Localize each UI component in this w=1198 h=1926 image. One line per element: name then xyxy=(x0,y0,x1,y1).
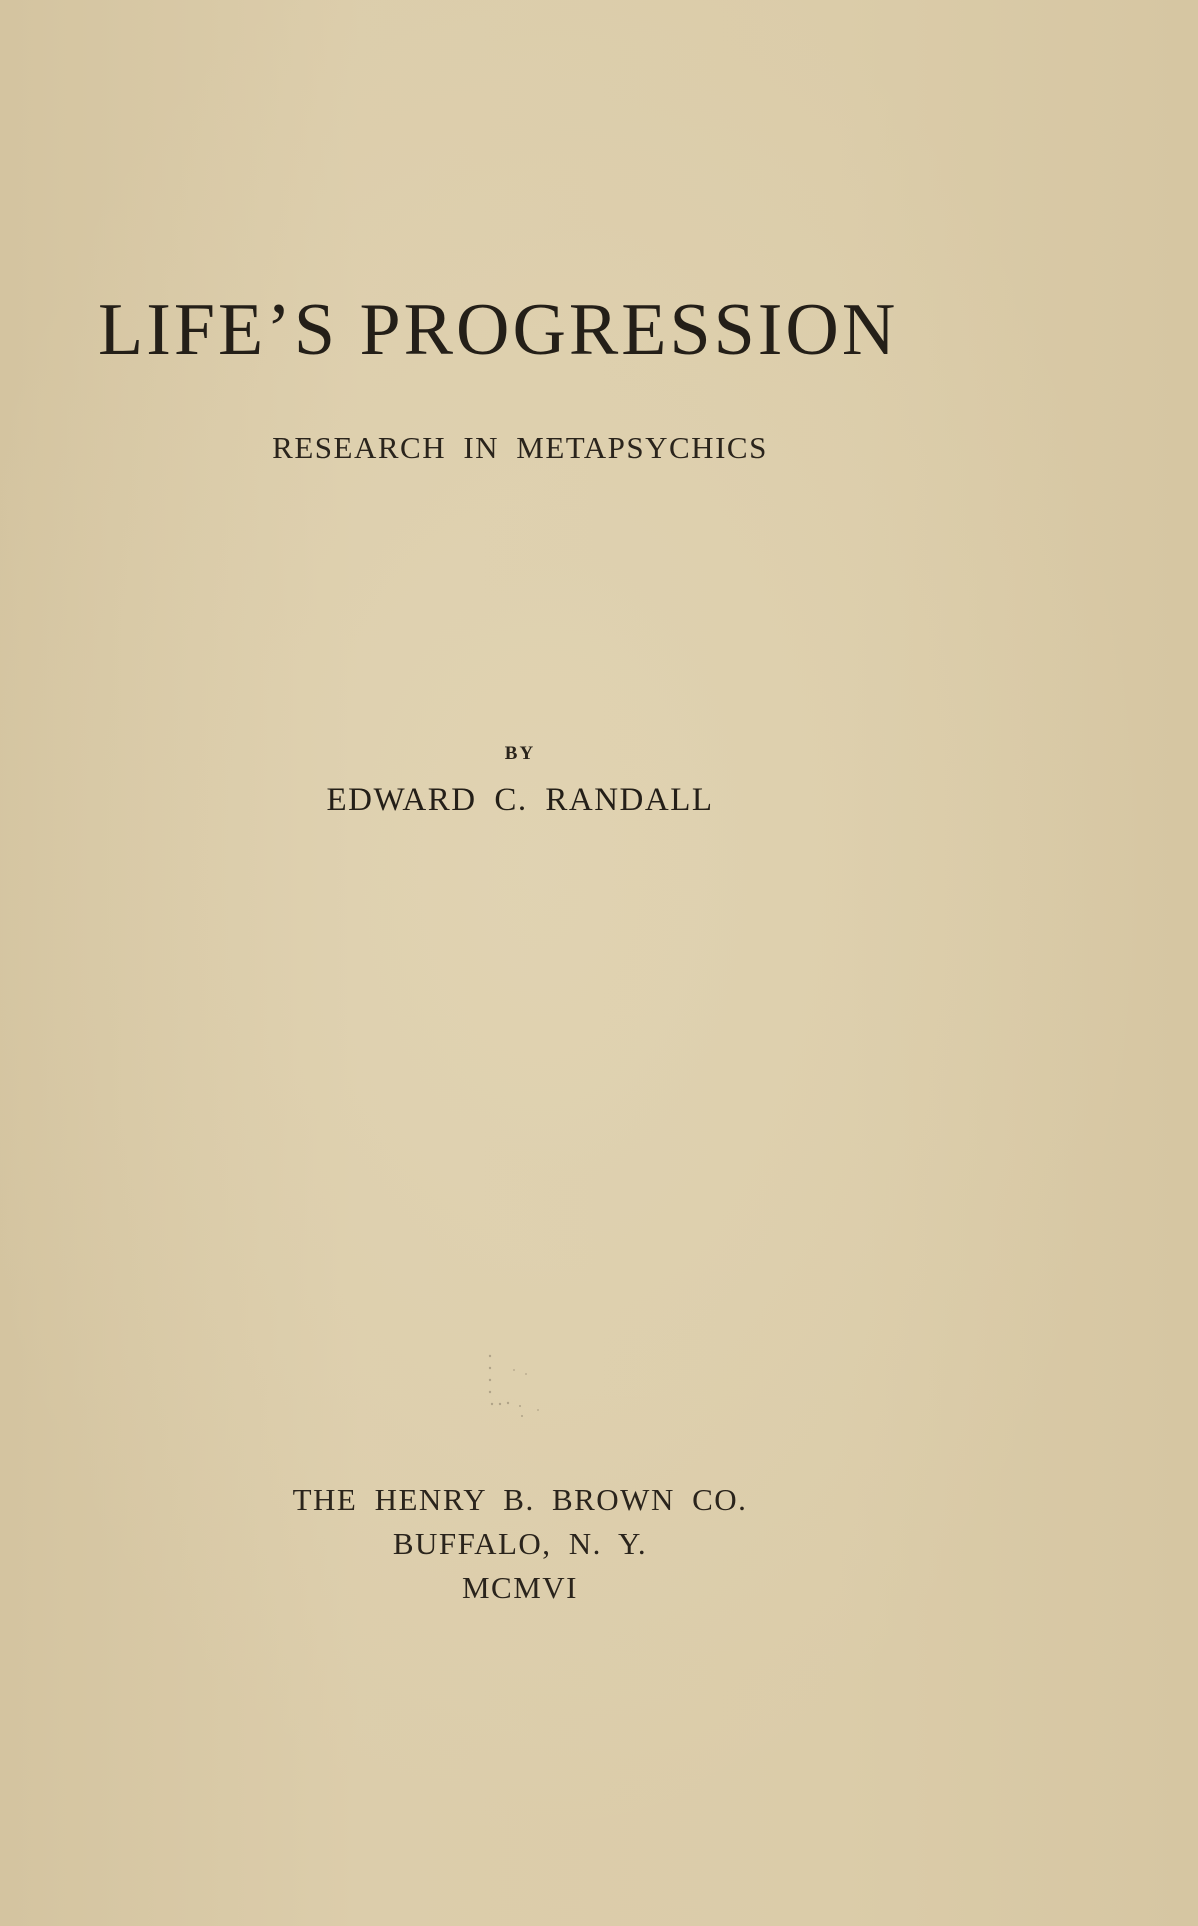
publisher-name: THE HENRY B. BROWN CO. xyxy=(292,1482,748,1517)
book-title: LIFE’S PROGRESSION xyxy=(98,289,899,371)
publisher-place: BUFFALO, N. Y. xyxy=(392,1526,648,1561)
by-label: BY xyxy=(504,743,536,764)
author-name: EDWARD C. RANDALL xyxy=(326,782,714,818)
faint-stamp-mark xyxy=(486,1352,556,1432)
book-subtitle: RESEARCH IN METAPSYCHICS xyxy=(272,430,768,465)
imprint xyxy=(0,1478,1040,1610)
publication-year: MCMVI xyxy=(461,1570,578,1605)
